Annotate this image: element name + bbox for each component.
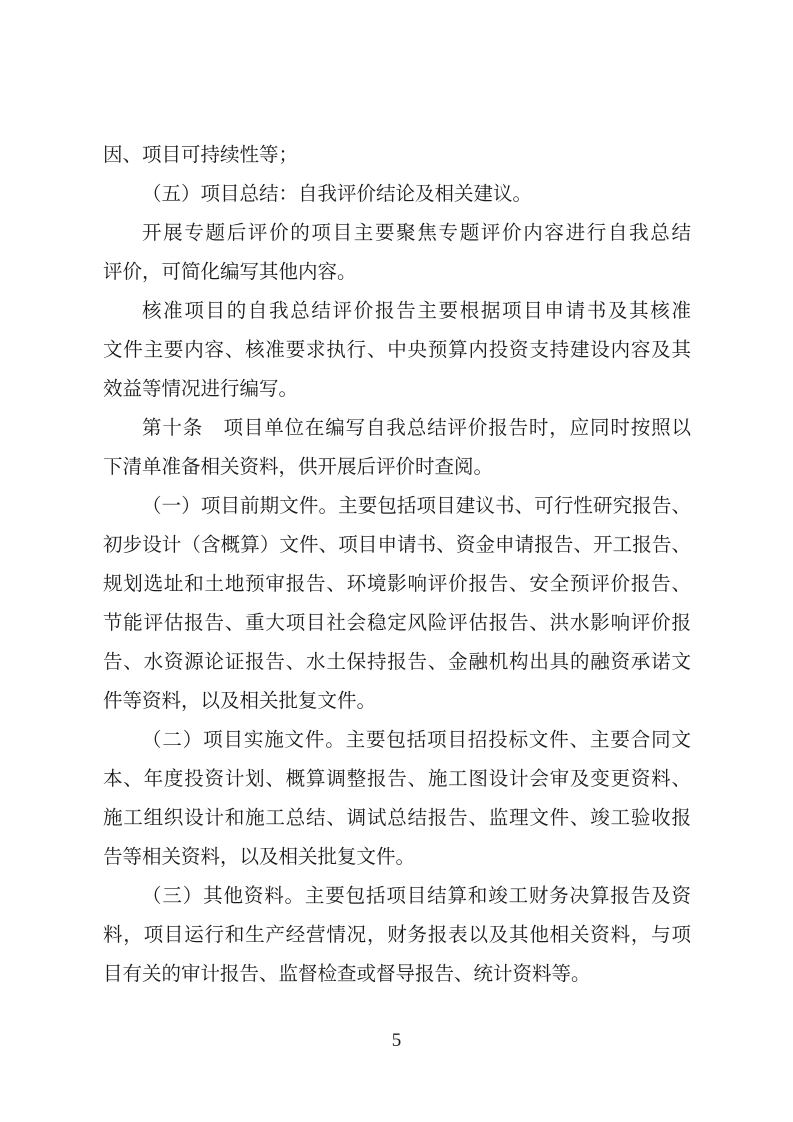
- text-line: 文件主要内容、核准要求执行、中央预算内投资支持建设内容及其: [103, 339, 691, 361]
- text-line: （三）其他资料。主要包括项目结算和竣工财务决算报告及资: [142, 885, 691, 907]
- text-line: 目有关的审计报告、监督检查或督导报告、统计资料等。: [103, 963, 591, 985]
- page-number: 5: [391, 1030, 402, 1051]
- text-line: 评价，可简化编写其他内容。: [103, 261, 357, 283]
- text-line: 下清单准备相关资料，供开展后评价时查阅。: [103, 456, 494, 478]
- text-line: 告等相关资料，以及相关批复文件。: [103, 846, 416, 868]
- text-line: （一）项目前期文件。主要包括项目建议书、可行性研究报告、: [142, 495, 691, 517]
- text-line: 第十条 项目单位在编写自我总结评价报告时，应同时按照以: [142, 417, 691, 439]
- text-line: 因、项目可持续性等；: [103, 144, 299, 166]
- text-line: 节能评估报告、重大项目社会稳定风险评估报告、洪水影响评价报: [103, 612, 691, 634]
- text-line: 开展专题后评价的项目主要聚焦专题评价内容进行自我总结: [142, 222, 691, 244]
- document-body: [103, 136, 691, 994]
- text-line: 核准项目的自我总结评价报告主要根据项目申请书及其核准: [142, 300, 691, 322]
- text-line: 料，项目运行和生产经营情况，财务报表以及其他相关资料，与项: [103, 924, 691, 946]
- text-line: 初步设计（含概算）文件、项目申请书、资金申请报告、开工报告、: [103, 534, 691, 556]
- text-line: 件等资料，以及相关批复文件。: [103, 690, 377, 712]
- text-line: 告、水资源论证报告、水土保持报告、金融机构出具的融资承诺文: [103, 651, 691, 673]
- text-line: 规划选址和土地预审报告、环境影响评价报告、安全预评价报告、: [103, 573, 691, 595]
- text-line: （五）项目总结：自我评价结论及相关建议。: [142, 183, 533, 205]
- text-line: 本、年度投资计划、概算调整报告、施工图设计会审及变更资料、: [103, 768, 691, 790]
- text-line: （二）项目实施文件。主要包括项目招投标文件、主要合同文: [142, 729, 691, 751]
- text-line: 施工组织设计和施工总结、调试总结报告、监理文件、竣工验收报: [103, 807, 691, 829]
- text-line: 效益等情况进行编写。: [103, 378, 299, 400]
